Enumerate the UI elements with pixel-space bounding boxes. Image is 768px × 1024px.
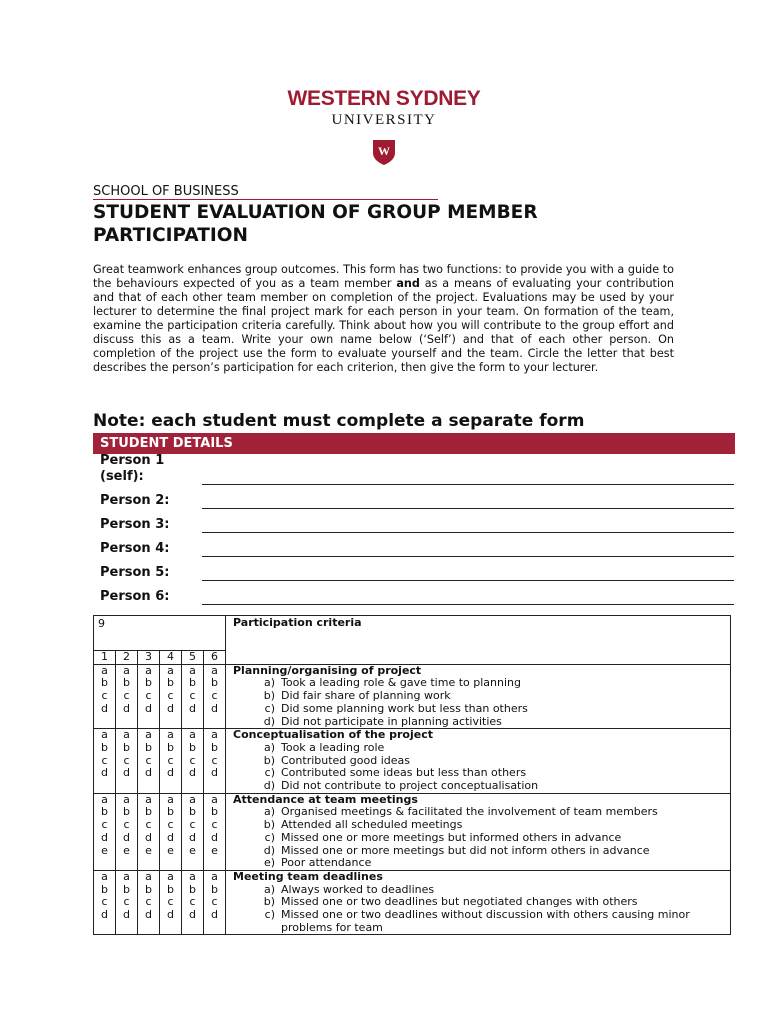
criterion-row [94,793,731,870]
rating-letter[interactable]: a [189,728,196,742]
rating-letters [94,793,116,870]
criterion-title: Attendance at team meetings [233,792,418,806]
intro-text-2: as a means of evaluating your contribution and that of each other team member on completion of the project. Evaluations may be used by your lecturer to determine the final project mark for each person in your team. On formation of the team, examine the participation criteria carefully. Think about how you will contribute to the group effort and discuss this as a team. Write your own name below (‘Self’) and that of each other person. On completion of the project use the form to evaluate yourself and the team. Circle the letter that best describes the person’s participation for each criterion, then give the form to your lecturer. [93,277,674,374]
rating-letters [94,729,116,794]
person-name-field[interactable] [202,580,734,581]
rating-letters [138,729,160,794]
intro-bold: and [396,277,420,290]
rating-letters [182,664,204,729]
rating-letters [160,664,182,729]
rating-letter[interactable]: a [123,728,130,742]
option-text: Took a leading role [281,740,385,754]
option-letter: c) [264,766,275,780]
criterion-cell [226,729,731,794]
option-letter: b) [263,818,275,832]
criterion-option [255,716,730,729]
rating-letter[interactable]: b [123,805,130,819]
rating-letters [94,870,116,935]
rating-letter[interactable]: d [189,830,196,844]
rating-letter[interactable]: c [211,895,218,909]
column-header: 3 [138,651,160,665]
participation-table [93,615,731,935]
rating-letter[interactable]: a [211,663,218,677]
student-details-header: STUDENT DETAILS [93,433,735,454]
rating-letter[interactable]: d [189,908,196,922]
criterion-row [94,870,731,935]
column-header: 1 [94,651,116,665]
person-name-field[interactable] [202,604,734,605]
rating-letter[interactable]: a [101,728,108,742]
rating-letter[interactable]: b [167,882,174,896]
rating-letter[interactable]: d [211,701,218,715]
rating-letter[interactable]: b [211,805,218,819]
rating-letter[interactable]: b [123,676,130,690]
rating-letters [138,664,160,729]
rating-letter[interactable]: e [189,843,196,857]
criterion-option [255,780,730,793]
person-name-field[interactable] [202,484,734,485]
rating-letters [138,793,160,870]
criterion-option [255,832,730,845]
rating-letter[interactable]: d [145,701,152,715]
rating-letter[interactable]: c [211,753,218,767]
criterion-option [255,703,730,716]
option-text: Poor attendance [281,856,372,870]
rating-letters [182,729,204,794]
person-label: Person 6: [100,589,170,604]
rating-letter[interactable]: d [101,908,108,922]
note-heading: Note: each student must complete a separate form [93,411,585,431]
person-name-field[interactable] [202,508,734,509]
person-label: Person 5: [100,565,170,580]
rating-letter[interactable]: a [101,663,108,677]
rating-letters [204,729,226,794]
rating-letter[interactable]: d [101,766,108,780]
rating-letter[interactable]: c [145,753,152,767]
option-letter: a) [263,676,275,690]
rating-letters [116,664,138,729]
option-text: Always worked to deadlines [281,882,435,896]
rating-letter[interactable]: d [145,830,152,844]
rating-letter[interactable]: a [189,792,196,806]
rating-letter[interactable]: b [101,805,108,819]
rating-letter[interactable]: a [211,728,218,742]
criterion-options [233,677,730,728]
option-letter: c) [264,830,275,844]
option-letter: c) [264,701,275,715]
school-name: SCHOOL OF BUSINESS [93,184,438,200]
option-text: Attended all scheduled meetings [281,818,463,832]
option-text: Organised meetings & facilitated the involvement of team members [281,805,658,819]
rating-letter[interactable]: b [145,676,152,690]
option-letter: e) [263,856,275,870]
rating-letter[interactable]: d [189,766,196,780]
rating-letter[interactable]: c [189,753,196,767]
rating-letter[interactable]: c [145,818,152,832]
rating-letter[interactable]: b [145,882,152,896]
option-text: Missed one or two deadlines without discussion with others causing minor problems for team [281,908,690,934]
rating-letter[interactable]: b [145,805,152,819]
rating-letter[interactable]: d [145,908,152,922]
rating-letters [160,870,182,935]
logo-university: UNIVERSITY [331,112,437,128]
criteria-header [226,616,731,665]
page-title: STUDENT EVALUATION OF GROUP MEMBER PARTICIPATION [93,202,538,246]
rating-letter[interactable]: e [167,843,174,857]
rating-letter[interactable]: b [211,882,218,896]
rating-letter[interactable]: b [123,882,130,896]
rating-letter[interactable]: a [167,728,174,742]
shield-icon [372,139,396,166]
rating-letter[interactable]: d [123,701,130,715]
criterion-title: Meeting team deadlines [233,869,383,883]
rating-letters [182,870,204,935]
rating-letters [204,664,226,729]
rating-letter[interactable]: c [123,818,130,832]
criterion-title: Planning/organising of project [233,663,422,677]
rating-letter[interactable]: c [167,895,174,909]
rating-letter[interactable]: c [189,895,196,909]
rating-letter[interactable]: b [145,740,152,754]
option-text: Contributed good ideas [281,753,410,767]
rating-letters [138,870,160,935]
option-text: Did some planning work but less than others [281,701,528,715]
person-label: Person 4: [100,541,170,556]
criterion-option [255,742,730,755]
rating-letter[interactable]: b [189,676,196,690]
rating-letter[interactable]: d [123,908,130,922]
rating-letters [160,793,182,870]
option-letter: a) [263,882,275,896]
rating-letter[interactable]: b [101,882,108,896]
rating-letter[interactable]: a [101,792,108,806]
rating-letter[interactable]: d [167,908,174,922]
rating-letters [182,793,204,870]
option-letter: d) [263,714,275,728]
criterion-row [94,664,731,729]
shield-letter: W [378,144,390,158]
rating-letter[interactable]: a [211,869,218,883]
rating-letter[interactable]: c [211,689,218,703]
rating-letter[interactable]: d [101,830,108,844]
rating-letters [116,793,138,870]
intro-text-1: Great teamwork enhances group outcomes. This form has two functions: to provide you with a guide to the behaviours expected of you as a team member [93,263,674,290]
table-corner: 9 [94,616,226,651]
rating-letter[interactable]: a [167,663,174,677]
rating-letter[interactable]: c [167,753,174,767]
criteria-header-label: Participation criteria [233,616,362,629]
rating-letter[interactable]: b [189,740,196,754]
criterion-option [255,819,730,832]
option-text: Did not participate in planning activities [281,714,502,728]
rating-letter[interactable]: b [211,676,218,690]
rating-letter[interactable]: e [101,843,108,857]
rating-letter[interactable]: c [145,895,152,909]
rating-letter[interactable]: a [145,663,152,677]
person-name-field[interactable] [202,556,734,557]
rating-letter[interactable]: b [211,740,218,754]
rating-letter[interactable]: c [167,689,174,703]
option-text: Took a leading role & gave time to planning [281,676,521,690]
rating-letter[interactable]: b [101,740,108,754]
rating-letters [204,793,226,870]
option-letter: a) [263,805,275,819]
rating-letter[interactable]: a [167,869,174,883]
person-label: Person 1 (self): [100,453,165,484]
option-text: Did not contribute to project conceptualisation [281,779,539,793]
rating-letter[interactable]: d [211,908,218,922]
option-text: Missed one or two deadlines but negotiated changes with others [281,895,638,909]
rating-letter[interactable]: b [167,805,174,819]
option-letter: d) [263,779,275,793]
rating-letter[interactable]: a [189,869,196,883]
rating-letter[interactable]: a [145,869,152,883]
rating-letter[interactable]: e [123,843,130,857]
option-letter: d) [263,843,275,857]
person-label: Person 3: [100,517,170,532]
rating-letter[interactable]: d [211,830,218,844]
rating-letter[interactable]: c [189,689,196,703]
criterion-options [233,884,730,935]
rating-letter[interactable]: a [101,869,108,883]
option-text: Missed one or more meetings but did not inform others in advance [281,843,650,857]
rating-letter[interactable]: c [101,818,108,832]
criterion-option [255,857,730,870]
rating-letter[interactable]: a [123,869,130,883]
rating-letter[interactable]: d [189,701,196,715]
rating-letter[interactable]: a [167,792,174,806]
rating-letter[interactable]: d [211,766,218,780]
rating-letter[interactable]: a [189,663,196,677]
column-header: 5 [182,651,204,665]
person-label: Person 2: [100,493,170,508]
rating-letter[interactable]: b [167,676,174,690]
option-text: Missed one or more meetings but informed others in advance [281,830,622,844]
option-letter: b) [263,753,275,767]
rating-letter[interactable]: e [145,843,152,857]
rating-letters [94,664,116,729]
rating-letter[interactable]: b [123,740,130,754]
rating-letter[interactable]: c [123,895,130,909]
criterion-cell [226,870,731,935]
intro-paragraph [93,263,674,375]
criterion-options [233,806,730,870]
rating-letter[interactable]: d [167,830,174,844]
rating-letters [160,729,182,794]
rating-letter[interactable]: a [123,663,130,677]
rating-letter[interactable]: d [167,766,174,780]
column-header: 2 [116,651,138,665]
criterion-options [233,742,730,793]
rating-letter[interactable]: e [211,843,218,857]
rating-letter[interactable]: c [123,753,130,767]
rating-letter[interactable]: c [189,818,196,832]
rating-letters [116,729,138,794]
rating-letter[interactable]: d [123,766,130,780]
person-name-field[interactable] [202,532,734,533]
rating-letter[interactable]: a [211,792,218,806]
rating-letter[interactable]: b [167,740,174,754]
criterion-cell [226,664,731,729]
rating-letter[interactable]: b [189,882,196,896]
rating-letter[interactable]: c [167,818,174,832]
column-header: 4 [160,651,182,665]
option-letter: c) [264,908,275,922]
rating-letters [116,870,138,935]
criterion-title: Conceptualisation of the project [233,728,434,742]
criterion-row [94,729,731,794]
rating-letters [204,870,226,935]
rating-letter[interactable]: d [123,830,130,844]
logo-brand: WESTERN SYDNEY [287,87,481,110]
rating-letter[interactable]: a [123,792,130,806]
rating-letter[interactable]: c [123,689,130,703]
rating-letter[interactable]: a [145,728,152,742]
rating-letter[interactable]: c [101,689,108,703]
criterion-cell [226,793,731,870]
university-logo [282,88,486,166]
criterion-option [255,909,730,934]
rating-letter[interactable]: c [145,689,152,703]
rating-letter[interactable]: d [167,701,174,715]
rating-letter[interactable]: c [101,895,108,909]
rating-letter[interactable]: c [101,753,108,767]
rating-letter[interactable]: d [145,766,152,780]
rating-letter[interactable]: b [189,805,196,819]
rating-letter[interactable]: c [211,818,218,832]
option-letter: a) [263,740,275,754]
rating-letter[interactable]: b [101,676,108,690]
criterion-option [255,690,730,703]
option-letter: b) [263,895,275,909]
column-header: 6 [204,651,226,665]
option-text: Did fair share of planning work [281,689,451,703]
option-letter: b) [263,689,275,703]
rating-letter[interactable]: d [101,701,108,715]
option-text: Contributed some ideas but less than others [281,766,527,780]
rating-letter[interactable]: a [145,792,152,806]
